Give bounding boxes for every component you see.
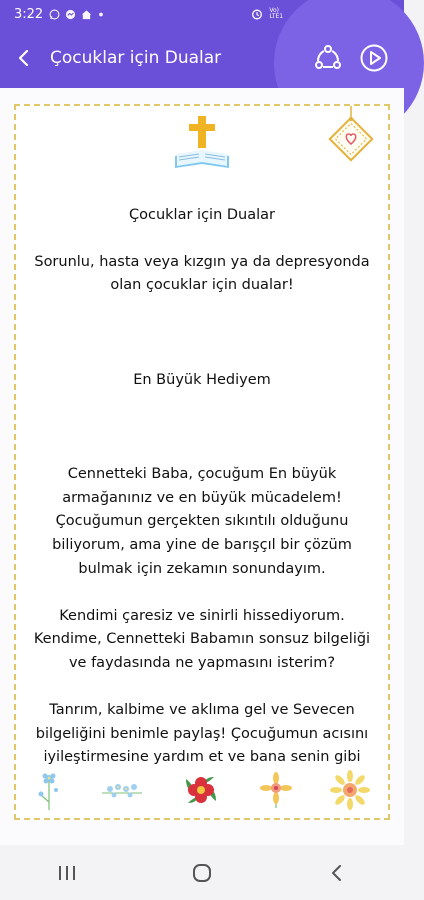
section-title: Çocuklar için Dualar bbox=[129, 206, 275, 223]
prayer-paragraph: Kendimi çaresiz ve sinirli hissediyorum. Kendime, Cennetteki Babamın sonsuz bilgeliği ve faydasında ne yapmasını isterim? bbox=[33, 607, 371, 671]
dot-icon bbox=[97, 9, 105, 20]
home-circle-icon bbox=[191, 862, 213, 884]
notification-icons bbox=[49, 9, 105, 20]
blue-flower-icon bbox=[34, 768, 64, 812]
navigation-bar bbox=[0, 845, 404, 900]
home-button[interactable] bbox=[172, 851, 232, 895]
sunflower-icon bbox=[330, 770, 370, 810]
signal-label-1: Vo) LTE1 bbox=[269, 7, 284, 20]
app-bar bbox=[0, 28, 404, 88]
back-arrow-icon bbox=[15, 49, 33, 67]
intro-paragraph: Sorunlu, hasta veya kızgın ya da depresyonda olan çocuklar için dualar! bbox=[34, 253, 370, 294]
messenger-icon bbox=[65, 9, 76, 20]
recents-button[interactable] bbox=[37, 851, 97, 895]
prayer-paragraph: Cennetteki Baba, çocuğum En büyük armağanınız ve en büyük mücadelem! Çocuğumun gerçekten sıkıntılı olduğunu biliyorum, ama yine de barışçıl bir çözüm bulmak için zekamın sonundayım. bbox=[52, 466, 352, 577]
play-button[interactable] bbox=[356, 40, 392, 76]
blue-blossom-icon bbox=[100, 775, 144, 805]
back-chevron-icon bbox=[329, 863, 345, 883]
flower-decoration bbox=[16, 766, 388, 814]
alarm-icon bbox=[251, 8, 263, 20]
share-icon bbox=[313, 43, 343, 73]
yellow-flower-icon bbox=[258, 770, 294, 810]
home-icon bbox=[81, 9, 92, 20]
prayer-heading: En Büyük Hediyem bbox=[133, 371, 271, 388]
nav-back-button[interactable] bbox=[307, 851, 367, 895]
page-title: Çocuklar için Dualar bbox=[50, 48, 222, 68]
back-button[interactable] bbox=[2, 36, 46, 80]
share-button[interactable] bbox=[310, 40, 346, 76]
recents-icon bbox=[57, 864, 77, 882]
red-flower-icon bbox=[180, 769, 222, 811]
play-icon bbox=[359, 43, 389, 73]
status-time: 3:22 bbox=[14, 6, 44, 22]
hanging-heart-icon bbox=[324, 106, 378, 170]
header-actions bbox=[310, 40, 392, 76]
top-decoration bbox=[16, 106, 388, 186]
cross-book-icon bbox=[171, 112, 233, 174]
status-left bbox=[14, 7, 105, 22]
whatsapp-icon bbox=[49, 9, 60, 20]
prayer-text bbox=[16, 180, 388, 766]
prayer-paragraph: Tanrım, kalbime ve aklıma gel ve Sevecen bilgeliğini benimle paylaş! Çocuğumun acısını iyileştirmesine yardım et ve bana senin gibi bbox=[35, 702, 369, 766]
prayer-card bbox=[14, 104, 390, 820]
content-area bbox=[0, 88, 404, 845]
